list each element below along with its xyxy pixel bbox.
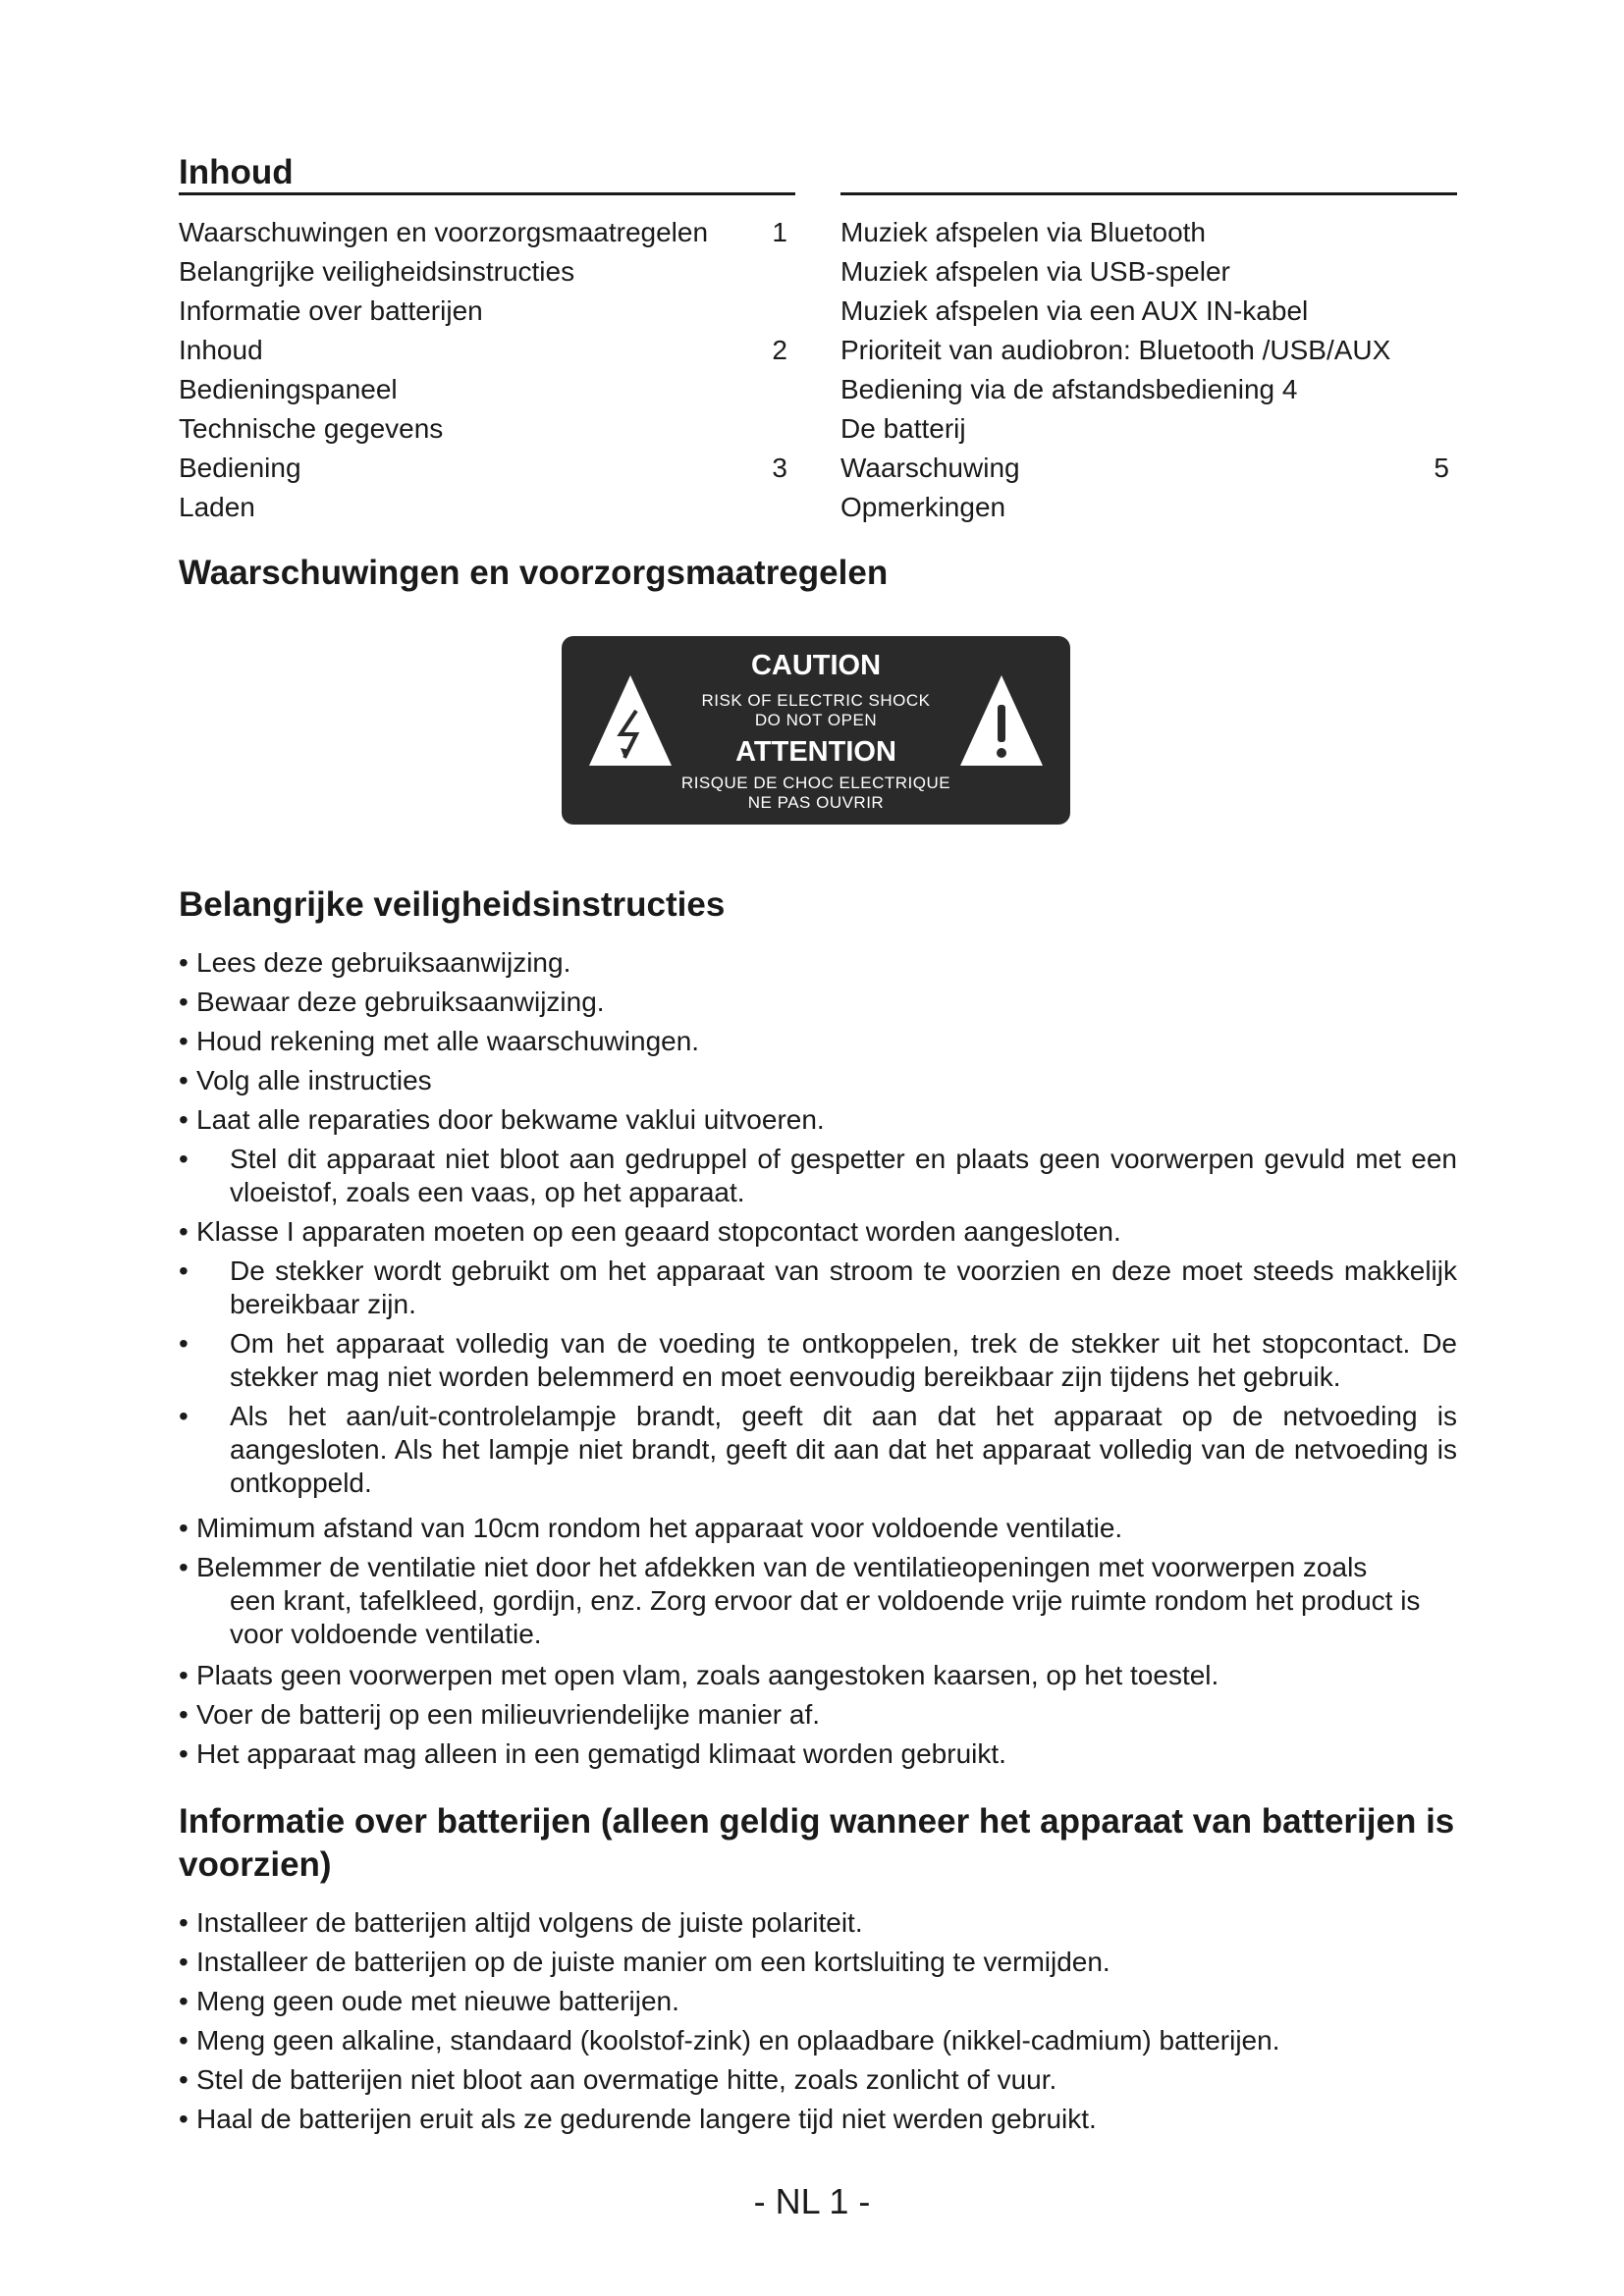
list-item: • Laat alle reparaties door bekwame vaklui uitvoeren. [179,1103,1457,1143]
toc-item: Informatie over batterijen [179,295,483,326]
toc-item: Laden [179,492,255,522]
list-item: • Bewaar deze gebruiksaanwijzing. [179,986,1457,1025]
list-item: • Lees deze gebruiksaanwijzing. [179,946,1457,986]
attention-risque-text: RISQUE DE CHOC ELECTRIQUE [680,774,951,792]
safety-heading: Belangrijke veiligheidsinstructies [179,885,726,924]
list-item: • Als het aan/uit-controlelampje brandt, geeft dit aan dat het apparaat op de netvoeding is aangesloten. Als het lampje niet brandt, geeft dit aan dat het apparaat volledig van de netvoeding is ontkoppeld. [179,1400,1457,1512]
list-item: • Meng geen oude met nieuwe batterijen. [179,1985,1457,2024]
toc-right-list [840,213,1457,527]
list-item: • Om het apparaat volledig van de voeding te ontkoppelen, trek de stekker uit het stopcontact. De stekker mag niet worden belemmerd en moet eenvoudig bereikbaar zijn tijdens het gebruik. [179,1327,1457,1400]
list-item: • Klasse I apparaten moeten op een geaard stopcontact worden aangesloten. [179,1215,1457,1255]
toc-item: Prioriteit van audiobron: Bluetooth /USB/AUX [840,335,1391,365]
toc-item: Waarschuwingen en voorzorgsmaatregelen 1 [179,217,787,247]
toc-item: Belangrijke veiligheidsinstructies [179,256,575,287]
caution-risk-text: RISK OF ELECTRIC SHOCK [701,691,931,710]
toc-left-list [179,213,795,527]
toc-item: Technische gegevens [179,413,444,444]
list-item: • Het apparaat mag alleen in een gematigd klimaat worden gebruikt. [179,1737,1457,1777]
battery-list [179,1906,1457,2142]
toc-item: Waarschuwing 5 [840,453,1449,483]
battery-heading: Informatie over batterijen (alleen geldig wanneer het apparaat van batterijen is voorzien) [179,1802,1455,1884]
list-item: • Houd rekening met alle waarschuwingen. [179,1025,1457,1064]
list-item: • Stel de batterijen niet bloot aan overmatige hitte, zoals zonlicht of vuur. [179,2063,1457,2103]
toc-item: Bedieningspaneel [179,374,398,404]
toc-item: Bediening 3 [179,453,787,483]
list-item: • Meng geen alkaline, standaard (koolstof-zink) en oplaadbare (nikkel-cadmium) batterijen. [179,2024,1457,2063]
list-item: • Stel dit apparaat niet bloot aan gedruppel of gespetter en plaats geen voorwerpen gevuld met een vloeistof, zoals een vaas, op het apparaat. [179,1143,1457,1215]
toc-item: Muziek afspelen via een AUX IN-kabel [840,295,1309,326]
caution-title: CAUTION [750,650,882,681]
page [179,147,1457,2134]
list-item: • Plaats geen voorwerpen met open vlam, zoals aangestoken kaarsen, op het toestel. [179,1659,1457,1698]
table-of-contents [179,147,1457,528]
list-item: • Voer de batterij op een milieuvriendelijke manier af. [179,1698,1457,1737]
toc-item: Muziek afspelen via Bluetooth [840,217,1206,247]
toc-item: Inhoud 2 [179,335,787,365]
toc-right-column [840,147,1457,527]
toc-item: De batterij [840,413,966,444]
list-item: • De stekker wordt gebruikt om het apparaat van stroom te voorzien en deze moet steeds makkelijk bereikbaar zijn. [179,1255,1457,1327]
list-item: • Belemmer de ventilatie niet door het afdekken van de ventilatieopeningen met voorwerpen zoals een krant, tafelkleed, gordijn, enz. Zorg ervoor dat er voldoende vrije ruimte rondom het product is voor voldoende ventilatie. [179,1551,1457,1659]
list-item: • Installeer de batterijen altijd volgens de juiste polariteit. [179,1906,1457,1946]
toc-item: Opmerkingen [840,492,1006,522]
caution-do-not-open-text: DO NOT OPEN [754,711,878,729]
toc-item: Bediening via de afstandsbediening 4 [840,374,1298,404]
safety-list [179,946,1457,1777]
list-item: • Volg alle instructies [179,1064,1457,1103]
warnings-heading: Waarschuwingen en voorzorgsmaatregelen [179,554,889,592]
list-item: • Haal de batterijen eruit als ze gedurende langere tijd niet werden gebruikt. [179,2103,1457,2142]
page-number: - NL 1 - [753,2181,871,2221]
list-item: • Installeer de batterijen op de juiste manier om een kortsluiting te vermijden. [179,1946,1457,1985]
toc-left-column [179,147,795,527]
attention-ne-pas-text: NE PAS OUVRIR [747,793,885,812]
caution-label [562,636,1070,825]
toc-title: Inhoud [179,153,294,191]
toc-item: Muziek afspelen via USB-speler [840,256,1230,287]
attention-title: ATTENTION [735,736,896,768]
list-item: • Mimimum afstand van 10cm rondom het apparaat voor voldoende ventilatie. [179,1512,1457,1551]
